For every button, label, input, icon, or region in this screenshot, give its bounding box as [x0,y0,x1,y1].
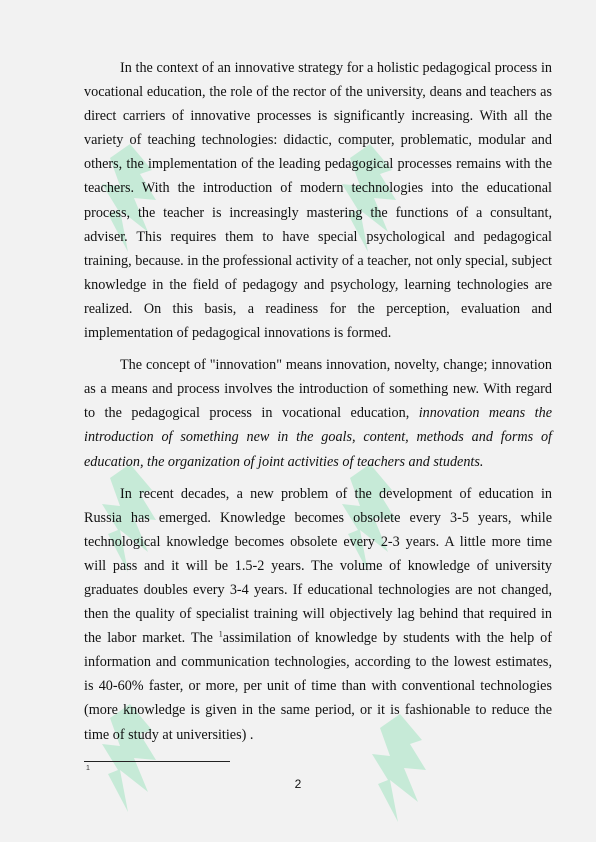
body-text [84,56,552,755]
footnote-number: 1 [86,765,90,772]
footnote-separator [84,761,230,762]
page-number: 2 [294,777,302,791]
paragraph-text: The concept of "innovation" means innovation, novelty, change; innovation as a means and process involves the introduction of something new. With regard to the pedagogical process in vocational education, [84,357,552,422]
paragraph-text: In the context of an innovative strategy for a holistic pedagogical process in vocational education, the role of the rector of the university, deans and teachers as direct carriers of innovative processes is significantly increasing. With all the variety of teaching technologies: didactic, computer, problematic, modular and others, the implementation of the leading pedagogical processes remains with the teachers. With the introduction of modern technologies into the educational process, the teacher is increasingly mastering the functions of a consultant, adviser. This requires them to have special psychological and pedagogical training, because. in the professional activity of a teacher, not only special, subject knowledge in the field of pedagogy and psychology, learning technologies are realized. On this basis, a readiness for the perception, evaluation and implementation of pedagogical innovations is formed. [84,60,552,342]
paragraph-recent-decades [84,482,552,747]
paragraph-innovation-concept [84,353,552,473]
footnote-reference[interactable]: 1 [218,629,223,639]
paragraph-innovative-strategy [84,56,552,345]
italic-definition: innovation means the introduction of something new in the goals, content, methods and forms of education, the organization of joint activities of teachers and students. [84,405,552,470]
paragraph-text: assimilation of knowledge by students with the help of information and communication technologies, according to the lowest estimates, is 40-60% faster, or more, per unit of time than with conventional technologies (more knowledge is given in the same period, or it is fashionable to reduce the time of study at universities) . [84,630,552,743]
paragraph-text: In recent decades, a new problem of the development of education in Russia has emerged. Knowledge becomes obsolete every 3-5 years, while technological knowledge becomes obsolete every 2-3 years. A little more time will pass and it will be 1.5-2 years. The volume of knowledge of university graduates doubles every 3-4 years. If educational technologies are not changed, then the quality of specialist training will objectively lag behind that required in the labor market. The [84,485,552,647]
